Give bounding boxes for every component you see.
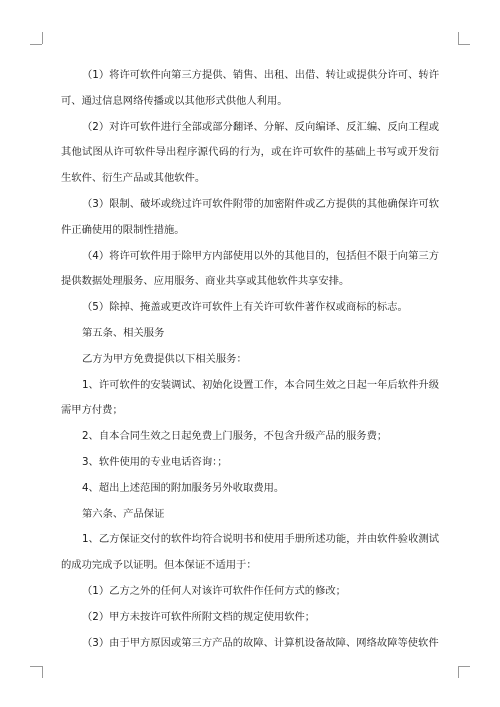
warranty-item-1: 1、乙方保证交付的软件均符合说明书和使用手册所述功能，并由软件验收测试的成功完成予以证明。但本保证不适用于： xyxy=(61,533,439,572)
clause-item-5: （5）除掉、掩盖或更改许可软件上有关许可软件著作权或商标的标志。 xyxy=(82,301,408,314)
document-body xyxy=(61,63,439,656)
service-item-3: 3、软件使用的专业电话咨询：； xyxy=(82,455,228,468)
section-heading-6: 第六条、产品保证 xyxy=(82,507,165,520)
warranty-exclusion-1: （1）乙方之外的任何人对该许可软件作任何方式的修改； xyxy=(82,584,346,597)
service-item-1: 1、许可软件的安装调试、初始化设置工作，本合同生效之日起一年后软件升级需甲方付费； xyxy=(61,378,439,417)
clause-item-3: （3）限制、破坏或绕过许可软件附带的加密附件或乙方提供的其他确保许可软件正确使用的限制性措施。 xyxy=(61,197,439,236)
service-item-4: 4、超出上述范围的附加服务另外收取费用。 xyxy=(82,481,285,494)
clause-item-1: （1）将许可软件向第三方提供、销售、出租、出借、转让或提供分许可、转许可、通过信息网络传播或以其他形式供他人利用。 xyxy=(61,69,439,107)
clause-item-2: （2）对许可软件进行全部或部分翻译、分解、反向编译、反汇编、反向工程或其他试图从许可软件导出程序源代码的行为，或在许可软件的基础上书写或开发衍生软件、衍生产品或其他软件。 xyxy=(61,120,439,185)
section-heading-5: 第五条、相关服务 xyxy=(82,326,165,339)
clause-item-4: （4）将许可软件用于除甲方内部使用以外的其他目的，包括但不限于向第三方提供数据处理服务、应用服务、商业共享或其他软件共享安排。 xyxy=(61,249,439,288)
warranty-exclusion-2: （2）甲方未按许可软件所附文档的规定使用软件； xyxy=(82,610,316,623)
warranty-exclusion-3: （3）由于甲方原因或第三方产品的故障、计算机设备故障、网络故障等使软件 xyxy=(82,636,439,649)
section-intro: 乙方为甲方免费提供以下相关服务： xyxy=(82,352,247,365)
service-item-2: 2、自本合同生效之日起免费上门服务，不包含升级产品的服务费； xyxy=(82,430,388,443)
